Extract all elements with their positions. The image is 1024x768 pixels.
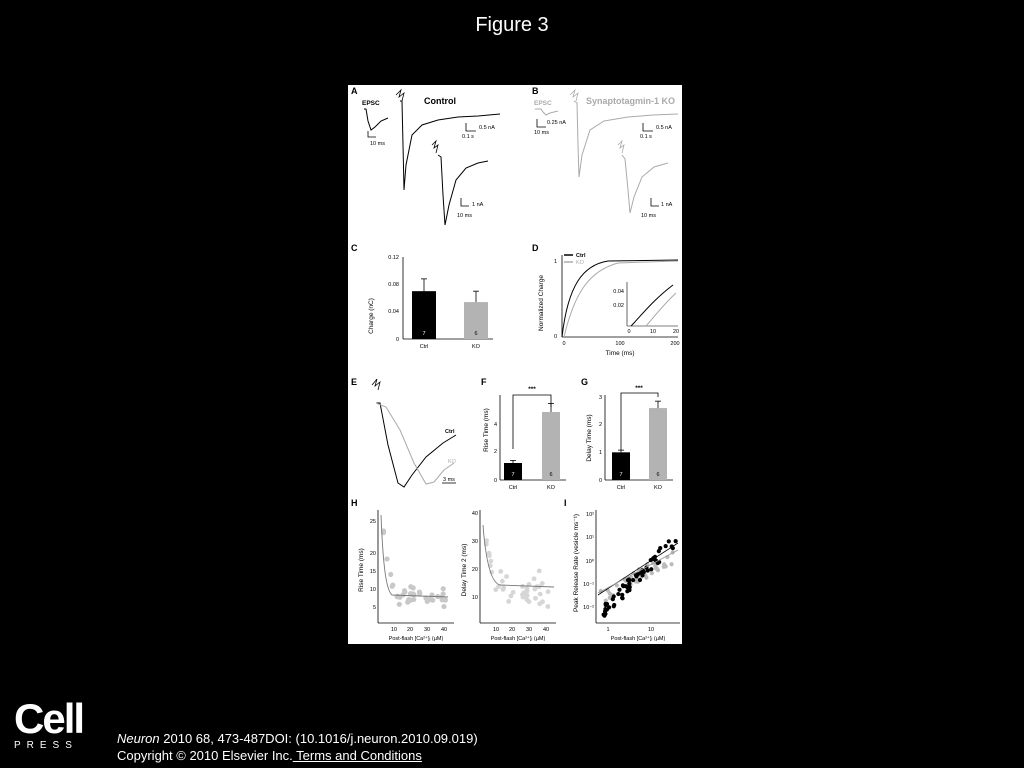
citation-journal: Neuron: [117, 731, 160, 746]
panel-d-ylabel: Normalized Charge: [538, 275, 545, 331]
panel-h-left-dots-point: [388, 572, 393, 577]
panel-g-n-ctrl: 7: [619, 472, 623, 478]
panel-i-letter: I: [564, 498, 567, 508]
panel-h-right-ytick-10: 10: [471, 595, 478, 601]
panel-f-n-ko: 6: [549, 472, 553, 478]
panel-g-n-ko: 6: [656, 472, 660, 478]
panel-g-ytick-1: 1: [598, 450, 602, 456]
panel-c-ytick-3: 0.04: [388, 309, 399, 315]
panel-b-main-scalebar: [643, 123, 653, 131]
panel-i-dots-point: [634, 574, 638, 578]
panel-h-left-dots-point: [402, 589, 407, 594]
figure-panel: [348, 85, 682, 644]
panel-c: [351, 243, 493, 350]
panel-e-letter: E: [351, 377, 358, 387]
panel-g-bars: [612, 401, 667, 491]
panel-e-label-ko: KO: [448, 459, 456, 465]
panel-d-letter: D: [532, 243, 539, 253]
panel-b-epsc-inset-trace: [535, 109, 558, 115]
panel-a-main-scale-amp: 0.5 nA: [479, 125, 495, 131]
panel-i-dots-point: [612, 604, 616, 608]
panel-h: [351, 498, 454, 642]
panel-h-left-dots-point: [408, 584, 413, 589]
panel-h-left-dots-point: [443, 598, 448, 603]
panel-i-dots-point: [604, 603, 608, 607]
panel-h-left-ytick-25: 25: [369, 519, 376, 525]
panel-d-inset-ytick-2: 0.02: [613, 303, 624, 309]
panel-g-sig: ***: [635, 385, 643, 392]
panel-i-ytick-2: 10¹: [586, 535, 594, 541]
panel-i-dots-point: [602, 613, 606, 617]
panel-i-ytick-3: 10⁰: [585, 559, 594, 565]
panel-d-inset-ytick-1: 0.04: [613, 289, 624, 295]
panel-i-ytick-1: 10²: [586, 512, 594, 518]
panel-d-inset-xtick-0: 0: [627, 329, 631, 335]
panel-b-inset-scale-amp: 0.25 nA: [547, 120, 566, 126]
panel-h-left-ytick-15: 15: [369, 569, 376, 575]
panel-h-right-scatter: [484, 538, 551, 609]
panel-c-ytick-1: 0.12: [388, 255, 399, 261]
panel-a: [351, 86, 500, 225]
terms-and-conditions-link[interactable]: Terms and Conditions: [292, 748, 422, 763]
panel-h-right-ytick-40: 40: [471, 511, 478, 517]
panel-a-zoom-scalebar: [461, 198, 469, 206]
panel-i-dots-point: [664, 544, 668, 548]
panel-c-ytick-2: 0.08: [388, 282, 399, 288]
panel-f-xtick-ctrl: Ctrl: [508, 485, 518, 491]
panel-h-left-dots-point: [430, 598, 435, 603]
panel-a-inset-scalebar: [368, 131, 376, 137]
panel-i-dots-point: [669, 562, 673, 566]
panel-i-ytick-4: 10⁻¹: [583, 582, 594, 588]
panel-b-epsc-label: EPSC: [534, 100, 552, 107]
panel-h-right-xlabel: Post-flash [Ca²⁺]ᵢ (µM): [490, 636, 546, 642]
panel-h-right-dots-point: [504, 574, 509, 579]
panel-e-scale-time: 3 ms: [443, 477, 455, 483]
panel-g: [581, 377, 673, 491]
panel-h-right-dots-point: [532, 576, 537, 581]
panel-b-zoom-scale-time: 10 ms: [641, 213, 656, 219]
panel-h-left-dots-point: [411, 597, 416, 602]
panel-d-legend-ko: KO: [576, 260, 584, 266]
figure-svg: [348, 85, 682, 644]
panel-g-bar-ko: [649, 408, 667, 480]
panel-i-dots-point: [657, 549, 661, 553]
panel-d-xtick-100: 100: [615, 341, 625, 347]
panel-h-right: [461, 510, 556, 642]
panel-i-xtick-10: 10: [647, 627, 655, 633]
panel-h-right-dots-point: [525, 586, 530, 591]
panel-h-right-dots-point: [538, 592, 543, 597]
panel-h-right-dots-point: [521, 595, 526, 600]
panel-h-right-xtick-10: 10: [492, 627, 500, 633]
panel-f-bar-ko: [542, 412, 560, 480]
panel-a-zoom-flash-icon: [432, 141, 438, 153]
panel-e-flash-icon: [372, 379, 380, 390]
panel-i-ylabel: Peak Release Rate (vesicle ms⁻¹): [573, 513, 580, 613]
panel-c-n-ctrl: 7: [422, 331, 426, 337]
panel-h-right-dots-point: [506, 599, 511, 604]
panel-d-xtick-0: 0: [562, 341, 566, 347]
panel-h-left-dots-point: [441, 604, 446, 609]
panel-h-right-dots-point: [488, 559, 493, 564]
panel-b: [532, 86, 678, 219]
slide-title: Figure 3: [475, 14, 549, 36]
panel-i-dots-point: [627, 588, 631, 592]
panel-a-epsc-label: EPSC: [362, 100, 380, 107]
panel-f-letter: F: [481, 377, 487, 387]
panel-d-inset-xtick-20: 20: [672, 329, 680, 335]
panel-h-right-dots-point: [520, 584, 525, 589]
panel-g-ytick-2: 2: [598, 422, 602, 428]
panel-d-legend-ctrl: Ctrl: [576, 253, 586, 259]
panel-i-dots-point: [631, 578, 635, 582]
panel-a-letter: A: [351, 86, 358, 96]
panel-h-right-xtick-20: 20: [508, 627, 516, 633]
panel-a-title: Control: [424, 96, 456, 106]
panel-b-zoom-scalebar: [651, 198, 659, 206]
panel-i-dots-point: [674, 539, 678, 543]
panel-h-right-xtick-40: 40: [542, 627, 550, 633]
panel-d-xtick-200: 200: [670, 341, 680, 347]
panel-h-right-dots-point: [537, 568, 542, 573]
panel-h-left-dots-point: [441, 591, 446, 596]
panel-f-ylabel: Rise Time (ms): [483, 408, 490, 452]
panel-h-left-dots-point: [384, 556, 389, 561]
logo-word: Cell: [14, 695, 84, 742]
panel-c-n-ko: 6: [474, 331, 478, 337]
panel-c-xtick-ctrl: Ctrl: [419, 344, 429, 350]
panel-b-zoom-flash-icon: [618, 141, 624, 153]
panel-f-n-ctrl: 7: [511, 472, 515, 478]
panel-a-flash-icon: [396, 90, 404, 101]
panel-e-label-ctrl: Ctrl: [445, 429, 455, 435]
panel-h-right-dots-point: [487, 553, 492, 558]
panel-b-main-scale-time: 0.1 s: [640, 134, 652, 140]
panel-i-dots-point: [617, 588, 621, 592]
panel-d-ytick-1: 1: [553, 259, 557, 265]
panel-f-bars: [504, 404, 560, 492]
panel-h-left-dots-point: [425, 599, 430, 604]
panel-h-right-dots-point: [500, 579, 505, 584]
cell-press-logo: [14, 695, 84, 751]
panel-g-letter: G: [581, 377, 589, 387]
panel-g-ytick-3: 3: [598, 395, 602, 401]
panel-i-dots-point: [638, 578, 642, 582]
panel-h-right-dots-point: [545, 604, 550, 609]
panel-i-dots-point: [644, 576, 648, 580]
panel-h-left-dots-point: [441, 586, 446, 591]
panel-i: [564, 498, 680, 642]
panel-h-right-dots-point: [546, 589, 551, 594]
panel-h-left-xtick-30: 30: [423, 627, 431, 633]
panel-h-left-xtick-10: 10: [390, 627, 398, 633]
panel-h-left-ytick-5: 5: [372, 605, 376, 611]
panel-a-main-trace: [400, 101, 500, 190]
panel-b-inset-scale-time: 10 ms: [534, 130, 549, 136]
panel-a-zoom-scale-amp: 1 nA: [472, 202, 484, 208]
panel-a-zoom-scale-time: 10 ms: [457, 213, 472, 219]
panel-f-xtick-ko: KO: [547, 485, 555, 491]
panel-b-flash-icon: [570, 90, 578, 101]
panel-h-left-xtick-40: 40: [440, 627, 448, 633]
panel-h-right-dots-point: [508, 594, 513, 599]
panel-h-left-dots-point: [390, 583, 395, 588]
panel-c-ylabel: Charge (nC): [368, 298, 375, 334]
panel-a-main-scale-time: 0.1 s: [462, 134, 474, 140]
panel-c-letter: C: [351, 243, 358, 253]
panel-b-letter: B: [532, 86, 539, 96]
panel-h-right-ytick-20: 20: [471, 567, 478, 573]
panel-d-xlabel: Time (ms): [605, 350, 635, 357]
panel-g-ylabel: Delay Time (ms): [586, 414, 593, 462]
panel-i-xtick-1: 1: [606, 627, 610, 633]
panel-e: [351, 377, 457, 487]
panel-h-right-dots-point: [498, 569, 503, 574]
panel-i-ytick-5: 10⁻²: [583, 605, 594, 611]
panel-i-dots-point: [626, 578, 630, 582]
panel-e-ctrl-trace: [376, 403, 456, 487]
panel-d: [532, 243, 680, 357]
panel-h-right-ytick-30: 30: [471, 539, 478, 545]
panel-i-ctrl-fit: [598, 543, 678, 595]
panel-f-ytick-0: 0: [493, 478, 497, 484]
panel-i-dots-point: [611, 597, 615, 601]
panel-d-ytick-0: 0: [553, 334, 557, 340]
panel-h-left-ytick-10: 10: [369, 587, 376, 593]
panel-h-left-ytick-20: 20: [369, 551, 376, 557]
panel-i-ko-fit: [598, 550, 678, 593]
panel-i-dots-point: [603, 607, 607, 611]
panel-f-sig: ***: [528, 386, 536, 393]
panel-f: [481, 377, 566, 491]
panel-h-right-dots-point: [532, 587, 537, 592]
citation-details: 2010 68, 473-487DOI: (10.1016/j.neuron.2010.09.019): [159, 731, 478, 746]
panel-h-left-dots-point: [417, 590, 422, 595]
panel-h-left-ylabel: Rise Time (ms): [358, 548, 365, 592]
panel-f-ytick-2: 2: [493, 449, 497, 455]
panel-h-right-dots-point: [540, 599, 545, 604]
panel-d-inset-xtick-10: 10: [649, 329, 657, 335]
panel-h-right-dots-point: [527, 599, 532, 604]
logo-press: PRESS: [14, 740, 78, 751]
panel-i-dots-point: [667, 539, 671, 543]
panel-g-ytick-0: 0: [598, 478, 602, 484]
copyright-text: Copyright © 2010 Elsevier Inc.: [117, 748, 293, 763]
panel-b-title: Synaptotagmin-1 KO: [586, 96, 676, 106]
panel-i-dots-point: [649, 567, 653, 571]
panel-c-xtick-ko: KO: [472, 344, 480, 350]
panel-h-left-xlabel: Post-flash [Ca²⁺]ᵢ (µM): [388, 636, 444, 642]
panel-i-dots-point: [616, 592, 620, 596]
panel-c-ytick-4: 0: [395, 337, 399, 343]
copyright-line: [117, 748, 422, 763]
panel-a-main-scalebar: [466, 123, 476, 131]
panel-b-inset-scalebar: [537, 119, 546, 127]
panel-i-xlabel: Post-flash [Ca²⁺]ᵢ (µM): [610, 636, 666, 642]
panel-i-dots-point: [620, 596, 624, 600]
panel-i-dots-point: [646, 568, 650, 572]
panel-i-dots-point: [621, 584, 625, 588]
panel-h-right-dots-point: [501, 587, 506, 592]
panel-h-right-fit: [483, 525, 554, 587]
panel-h-right-dots-point: [533, 596, 538, 601]
panel-h-right-ylabel: Delay Time 2 (ms): [461, 543, 468, 597]
panel-i-dots-point: [664, 564, 668, 568]
panel-g-xtick-ko: KO: [654, 485, 662, 491]
panel-h-left-dots-point: [397, 602, 402, 607]
panel-h-right-dots-point: [493, 587, 498, 592]
panel-f-ytick-4: 4: [493, 422, 497, 428]
panel-h-letter: H: [351, 498, 358, 508]
panel-b-main-scale-amp: 0.5 nA: [656, 125, 672, 131]
panel-a-inset-scale-time: 10 ms: [370, 141, 385, 147]
panel-g-xtick-ctrl: Ctrl: [616, 485, 626, 491]
panel-h-left-dots-point: [406, 598, 411, 603]
panel-b-zoom-scale-amp: 1 nA: [661, 202, 673, 208]
panel-h-left-xtick-20: 20: [406, 627, 414, 633]
panel-h-right-xtick-30: 30: [525, 627, 533, 633]
panel-a-epsc-inset-trace: [364, 109, 388, 130]
panel-i-dots-point: [640, 573, 644, 577]
citation: [117, 731, 478, 746]
